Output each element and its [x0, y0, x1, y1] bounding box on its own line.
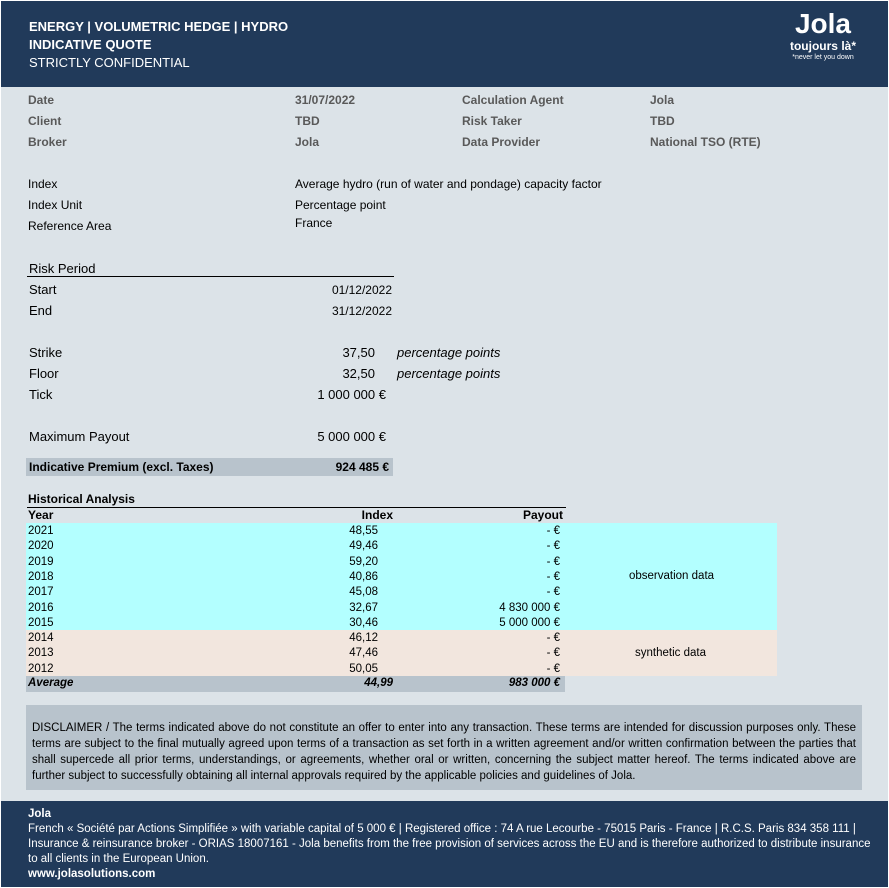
- broker-label: Broker: [28, 135, 67, 149]
- history-index-cell: 50,05: [349, 662, 378, 675]
- client-label: Client: [28, 114, 62, 128]
- header-banner: [1, 1, 888, 87]
- history-index-cell: 40,86: [349, 570, 378, 583]
- history-year-cell: 2012: [28, 662, 54, 675]
- logo-name: Jola: [794, 8, 851, 39]
- footer-line-2: Insurance & reinsurance broker - ORIAS 18007161 - Jola benefits from the free provision of services across the EU and is therefore authorized to distribute insurance: [28, 838, 871, 850]
- floor-label: Floor: [29, 366, 59, 381]
- risk-period-underline: [27, 276, 394, 277]
- history-year-cell: 2021: [28, 525, 54, 537]
- date-label: Date: [28, 93, 55, 107]
- footer-line-1: French « Société par Actions Simplifiée » with variable capital of 5 000 € | Registered office : 74 A rue Lecourbe - 75015 Paris - France | R.C.S. Paris 834 358 111 |: [28, 823, 856, 835]
- average-index: 44,99: [364, 677, 393, 689]
- data-provider-label: Data Provider: [462, 135, 541, 149]
- history-index-cell: 45,08: [349, 586, 378, 599]
- data-provider-value: National TSO (RTE): [650, 135, 761, 149]
- history-payout-cell: - €: [546, 540, 560, 553]
- date-value: 31/07/2022: [295, 93, 356, 107]
- history-payout-cell: 4 830 000 €: [499, 601, 560, 614]
- col-year-header: Year: [28, 508, 54, 522]
- logo-tagline: toujours là*: [789, 39, 856, 53]
- history-payout-cell: - €: [546, 570, 560, 583]
- tick-value: 1 000 000 €: [317, 387, 386, 402]
- col-index-header: Index: [361, 508, 393, 522]
- premium-value: 924 485 €: [335, 460, 389, 474]
- end-value: 31/12/2022: [331, 304, 392, 318]
- calc-agent-value: Jola: [650, 93, 675, 107]
- footer: [1, 801, 888, 887]
- history-year-cell: 2017: [28, 586, 54, 599]
- average-payout: 983 000 €: [508, 677, 560, 689]
- strike-value: 37,50: [342, 345, 375, 360]
- floor-value: 32,50: [342, 366, 375, 381]
- tick-label: Tick: [29, 387, 53, 402]
- history-payout-cell: - €: [546, 647, 560, 660]
- risk-taker-label: Risk Taker: [462, 114, 522, 128]
- footer-line-3: to all clients in the European Union.: [28, 853, 209, 865]
- history-payout-cell: - €: [546, 662, 560, 675]
- footer-website[interactable]: www.jolasolutions.com: [28, 868, 156, 880]
- history-index-cell: 59,20: [349, 555, 378, 568]
- history-index-cell: 46,12: [349, 632, 378, 645]
- history-year-cell: 2019: [28, 555, 54, 568]
- risk-taker-value: TBD: [650, 114, 675, 128]
- history-index-cell: 32,67: [349, 601, 378, 614]
- observation-data-label: observation data: [629, 570, 715, 582]
- company-logo: [790, 9, 856, 62]
- history-year-cell: 2018: [28, 570, 54, 583]
- col-payout-header: Payout: [522, 508, 563, 522]
- start-label: Start: [29, 282, 57, 297]
- document-title: ENERGY | VOLUMETRIC HEDGE | HYDRO: [29, 19, 289, 34]
- logo-note: *never let you down: [792, 54, 854, 61]
- disclaimer: DISCLAIMER / The terms indicated above do not constitute an offer to enter into any transaction. These terms are intended for discussion purposes only. These terms are subject to the final mutually agreed upon terms of a transaction as set forth in a written agreement and/or written confirmation between the parties that shall supercede all prior terms, understandings, or agreements, whether oral or written, concerning the subject matter hereof. The terms indicated above are further subject to successfully obtaining all internal approvals required by the applicable policies and guidelines of Jola.: [26, 705, 862, 790]
- confidentiality-label: STRICTLY CONFIDENTIAL: [29, 55, 190, 70]
- reference-area-label: Reference Area: [28, 219, 112, 233]
- client-value: TBD: [295, 114, 320, 128]
- broker-value: Jola: [295, 135, 320, 149]
- reference-area-value: France: [295, 216, 333, 230]
- strike-label: Strike: [29, 345, 63, 360]
- history-heading: Historical Analysis: [28, 492, 135, 506]
- history-year-cell: 2015: [28, 616, 54, 629]
- history-payout-cell: 5 000 000 €: [499, 616, 560, 629]
- history-year-cell: 2020: [28, 540, 54, 553]
- premium-label: Indicative Premium (excl. Taxes): [29, 460, 214, 474]
- history-payout-cell: - €: [546, 632, 560, 645]
- footer-company: Jola: [28, 808, 52, 820]
- history-year-cell: 2013: [28, 647, 54, 660]
- index-unit-value: Percentage point: [295, 198, 386, 212]
- history-year-cell: 2016: [28, 601, 54, 614]
- max-payout-value: 5 000 000 €: [317, 429, 386, 444]
- history-index-cell: 30,46: [349, 616, 378, 629]
- history-payout-cell: - €: [546, 525, 560, 537]
- history-index-cell: 48,55: [349, 525, 378, 537]
- end-label: End: [29, 303, 53, 318]
- floor-unit: percentage points: [397, 366, 501, 381]
- calc-agent-label: Calculation Agent: [462, 93, 564, 107]
- average-label: Average: [28, 677, 74, 689]
- index-value: Average hydro (run of water and pondage) capacity factor: [295, 177, 602, 191]
- index-label: Index: [28, 177, 58, 191]
- max-payout-label: Maximum Payout: [29, 429, 130, 444]
- history-year-cell: 2014: [28, 632, 54, 645]
- quote-page: [1, 1, 888, 887]
- history-index-cell: 49,46: [349, 540, 378, 553]
- history-payout-cell: - €: [546, 586, 560, 599]
- start-value: 01/12/2022: [331, 283, 392, 297]
- history-index-cell: 47,46: [349, 647, 378, 660]
- risk-period-heading: Risk Period: [29, 261, 96, 276]
- history-payout-cell: - €: [546, 555, 560, 568]
- index-unit-label: Index Unit: [28, 198, 83, 212]
- strike-unit: percentage points: [397, 345, 501, 360]
- document-subtitle: INDICATIVE QUOTE: [29, 37, 152, 52]
- synthetic-data-label: synthetic data: [635, 647, 706, 659]
